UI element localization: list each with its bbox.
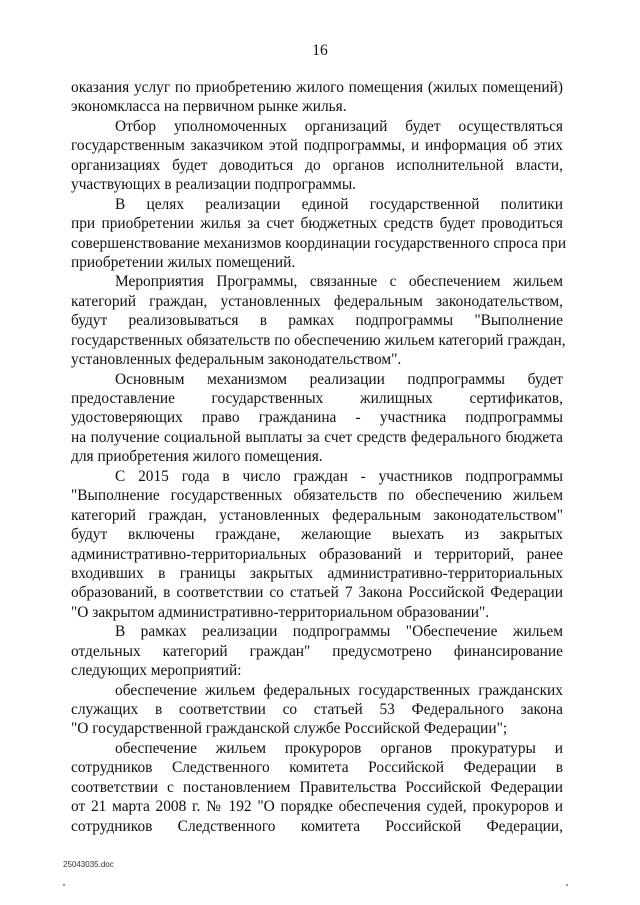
text-line: на получение социальной выплаты за счет средств федерального бюджета (71, 428, 563, 446)
text-line: сотрудников Следственного комитета Российской Федерации, (71, 817, 563, 835)
text-line: для приобретения жилого помещения. (71, 448, 323, 466)
text-line: административно-территориальных образований и территорий, ранее (71, 545, 563, 563)
text-line: государственных обязательств по обеспечению жильем категорий граждан, (71, 331, 566, 349)
text-line: служащих в соответствии со статьей 53 Федерального закона (71, 701, 563, 718)
corner-mark-right (566, 884, 568, 886)
text-line: отдельных категорий граждан" предусмотрено финансирование (71, 642, 563, 660)
text-line: "О государственной гражданской службе Российской Федерации"; (71, 720, 508, 738)
text-line: установленных федеральным законодательством". (71, 351, 402, 369)
text-line: приобретении жилых помещений. (71, 253, 296, 271)
text-line: организациях будет доводиться до органов исполнительной власти, (71, 156, 563, 174)
text-line: от 21 марта 2008 г. № 192 "О порядке обеспечения судей, прокуроров и (71, 798, 563, 816)
text-line: Мероприятия Программы, связанные с обеспечением жильем (115, 273, 563, 291)
text-line: категорий граждан, установленных федеральным законодательством, (71, 292, 563, 310)
text-line: следующих мероприятий: (71, 662, 242, 680)
text-line: сотрудников Следственного комитета Российской Федерации в (71, 759, 563, 777)
text-line: В целях реализации единой государственной политики (115, 195, 563, 213)
text-line: Отбор уполномоченных организаций будет осуществляться (115, 117, 563, 135)
text-line: образований, в соответствии со статьей 7 Закона Российской Федерации (71, 584, 563, 602)
text-line: государственным заказчиком этой подпрограммы, и информация об этих (71, 137, 563, 155)
text-line: категорий граждан, установленных федеральным законодательством" (71, 506, 563, 524)
text-line: будут реализовываться в рамках подпрограммы "Выполнение (71, 312, 563, 330)
text-line: предоставление государственных жилищных сертификатов, (71, 390, 563, 407)
text-line: С 2015 года в число граждан - участников подпрограммы (115, 467, 563, 485)
text-line: будут включены граждане, желающие выехать из закрытых (71, 526, 563, 544)
text-line: обеспечение жильем федеральных государственных гражданских (115, 681, 563, 699)
text-line: оказания услуг по приобретению жилого помещения (жилых помещений) (71, 79, 563, 96)
text-line: при приобретении жилья за счет бюджетных средств будет проводиться (71, 215, 563, 233)
footer-file-name: 25043035.doc (63, 860, 114, 869)
text-line: В рамках реализации подпрограммы "Обеспечение жильем (115, 623, 563, 641)
text-line: "О закрытом административно-территориальном образовании". (71, 603, 490, 621)
page-number: 16 (312, 42, 328, 59)
corner-mark-left (63, 884, 65, 886)
text-line: соответствии с постановлением Правительства Российской Федерации (71, 778, 563, 796)
body-text (71, 78, 567, 836)
text-line: обеспечение жильем прокуроров органов прокуратуры и (115, 739, 563, 757)
text-line: "Выполнение государственных обязательств по обеспечению жильем (71, 487, 563, 505)
text-line: экономкласса на первичном рынке жилья. (71, 98, 347, 116)
text-line: входивших в границы закрытых административно-территориальных (71, 564, 563, 582)
text-line: Основным механизмом реализации подпрограммы будет (115, 370, 563, 388)
text-line: совершенствование механизмов координации государственного спроса при (71, 234, 567, 252)
text-line: участвующих в реализации подпрограммы. (71, 176, 357, 194)
text-line: удостоверяющих право гражданина - участника подпрограммы (71, 409, 563, 427)
